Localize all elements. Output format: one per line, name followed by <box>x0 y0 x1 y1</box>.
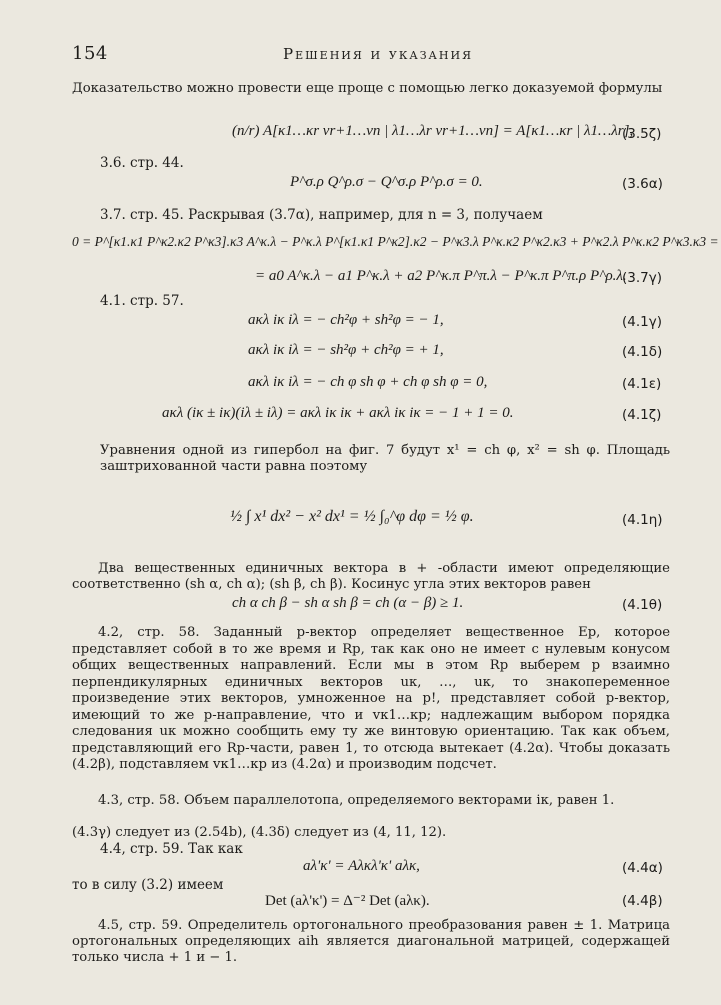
equation-4-1-zeta: aκλ (iκ ± iκ)(iλ ± iλ) = aκλ iκ iκ + aκλ iκ iκ = − 1 + 1 = 0. <box>162 405 514 421</box>
equation-4-1-delta: aκλ iκ iλ = − sh²φ + ch²φ = + 1, <box>248 342 444 358</box>
reference-3-6: 3.6. стр. 44. <box>100 155 184 171</box>
equation-tag-3-7: (3.7γ) <box>622 270 662 286</box>
equation-3-7-line-2: = a0 A^κ.λ − a1 P^κ.λ + a2 P^κ.π P^π.λ − P^κ.π P^π.ρ P^ρ.λ. <box>255 268 627 284</box>
equation-3-7-line-1: 0 = P^[κ1.κ1 P^κ2.κ2 P^κ3].κ3 A^κ.λ − P^κ.λ P^[κ1.κ1 P^κ2].κ2 − P^κ3.λ P^κ.κ2 P^κ2.κ3 + P^κ2.λ P^κ.κ2 P^κ3.κ3 = <box>72 234 719 249</box>
running-title: Решения и указания <box>283 45 473 63</box>
equation-tag-4-1-gamma: (4.1γ) <box>622 314 662 330</box>
equation-tag-3-5: (3.5ζ) <box>622 126 662 142</box>
reference-4-1: 4.1. стр. 57. <box>100 293 184 309</box>
equation-tag-4-1-delta: (4.1δ) <box>622 344 663 360</box>
section-4-2-paragraph: 4.2, стр. 58. Заданный p-вектор определяет вещественное Ep, которое представляет собой в то же время и Rp, так как оно не имеет с нулевым конусом общих вещественных направлений. Если мы в этом Rp выберем p взаимно перпендикулярных единичных векторов uκ, …, uκ, то знакопеременное произведение этих векторов, умноженное на p!, представляет собой p-вектор, имеющий то же p-направление, что и vκ1…κp; надлежащим выбором порядка следования uκ можно сообщить ему ту же винтовую ориентацию. Так как объем, представляющий его Rp-части, равен 1, то отсюда вытекает (4.2α). Чтобы доказать (4.2β), подставляем vκ1…κp из (4.2α) и производим подсчет. <box>72 625 670 772</box>
equation-4-1-epsilon: aκλ iκ iλ = − ch φ sh φ + ch φ sh φ = 0, <box>248 374 488 390</box>
equation-3-6: P^σ.ρ Q^ρ.σ − Q^σ.ρ P^ρ.σ = 0. <box>290 174 483 190</box>
equation-tag-3-6: (3.6α) <box>622 176 663 192</box>
equation-tag-4-1-zeta: (4.1ζ) <box>622 407 662 423</box>
reference-3-7: 3.7. стр. 45. Раскрывая (3.7α), например, для n = 3, получаем <box>100 207 543 223</box>
equation-4-1-eta: ½ ∫ x¹ dx² − x² dx¹ = ½ ∫₀^φ dφ = ½ φ. <box>230 508 474 525</box>
equation-3-5: (n/r) A[κ1…κr νr+1…νn | λ1…λr νr+1…νn] = A[κ1…κr | λ1…λr], <box>232 123 634 139</box>
equation-4-4-alpha: aλ'κ' = Aλκλ'κ' aλκ, <box>303 858 420 874</box>
equation-4-1-gamma: aκλ iκ iλ = − ch²φ + sh²φ = − 1, <box>248 312 444 328</box>
section-4-3-paragraph: 4.3, стр. 58. Объем параллелотопа, определяемого векторами iκ, равен 1. <box>98 793 615 808</box>
equation-tag-4-1-theta: (4.1θ) <box>622 597 663 613</box>
equation-4-1-theta: ch α ch β − sh α sh β = ch (α − β) ≥ 1. <box>232 595 464 611</box>
section-4-5-paragraph: 4.5, стр. 59. Определитель ортогонального преобразования равен ± 1. Матрица ортогональных определяющих aih является диагональной матрицей, содержащей только числа + 1 и − 1. <box>72 918 670 965</box>
equation-tag-4-4-beta: (4.4β) <box>622 893 663 909</box>
section-4-4-intro: 4.4, стр. 59. Так как <box>100 841 243 857</box>
intro-paragraph: Доказательство можно провести еще проще с помощью легко доказуемой формулы <box>72 81 663 96</box>
page-number: 154 <box>72 43 108 64</box>
vectors-paragraph: Два вещественных единичных вектора в + -области имеют определяющие соответственно (sh α, ch α); (sh β, ch β). Косинус угла этих векторов равен <box>72 561 670 592</box>
equation-tag-4-1-eta: (4.1η) <box>622 512 663 528</box>
section-4-4-text: то в силу (3.2) имеем <box>72 877 224 893</box>
equation-tag-4-1-epsilon: (4.1ε) <box>622 376 662 392</box>
equation-4-4-beta: Det (aλ'κ') = Δ⁻² Det (aλκ). <box>265 893 430 909</box>
section-4-3-note: (4.3γ) следует из (2.54b), (4.3δ) следует из (4, 11, 12). <box>72 825 447 840</box>
equation-tag-4-4-alpha: (4.4α) <box>622 860 663 876</box>
hyperbola-paragraph: Уравнения одной из гипербол на фиг. 7 будут x¹ = ch φ, x² = sh φ. Площадь заштрихованной части равна поэтому <box>100 443 670 474</box>
